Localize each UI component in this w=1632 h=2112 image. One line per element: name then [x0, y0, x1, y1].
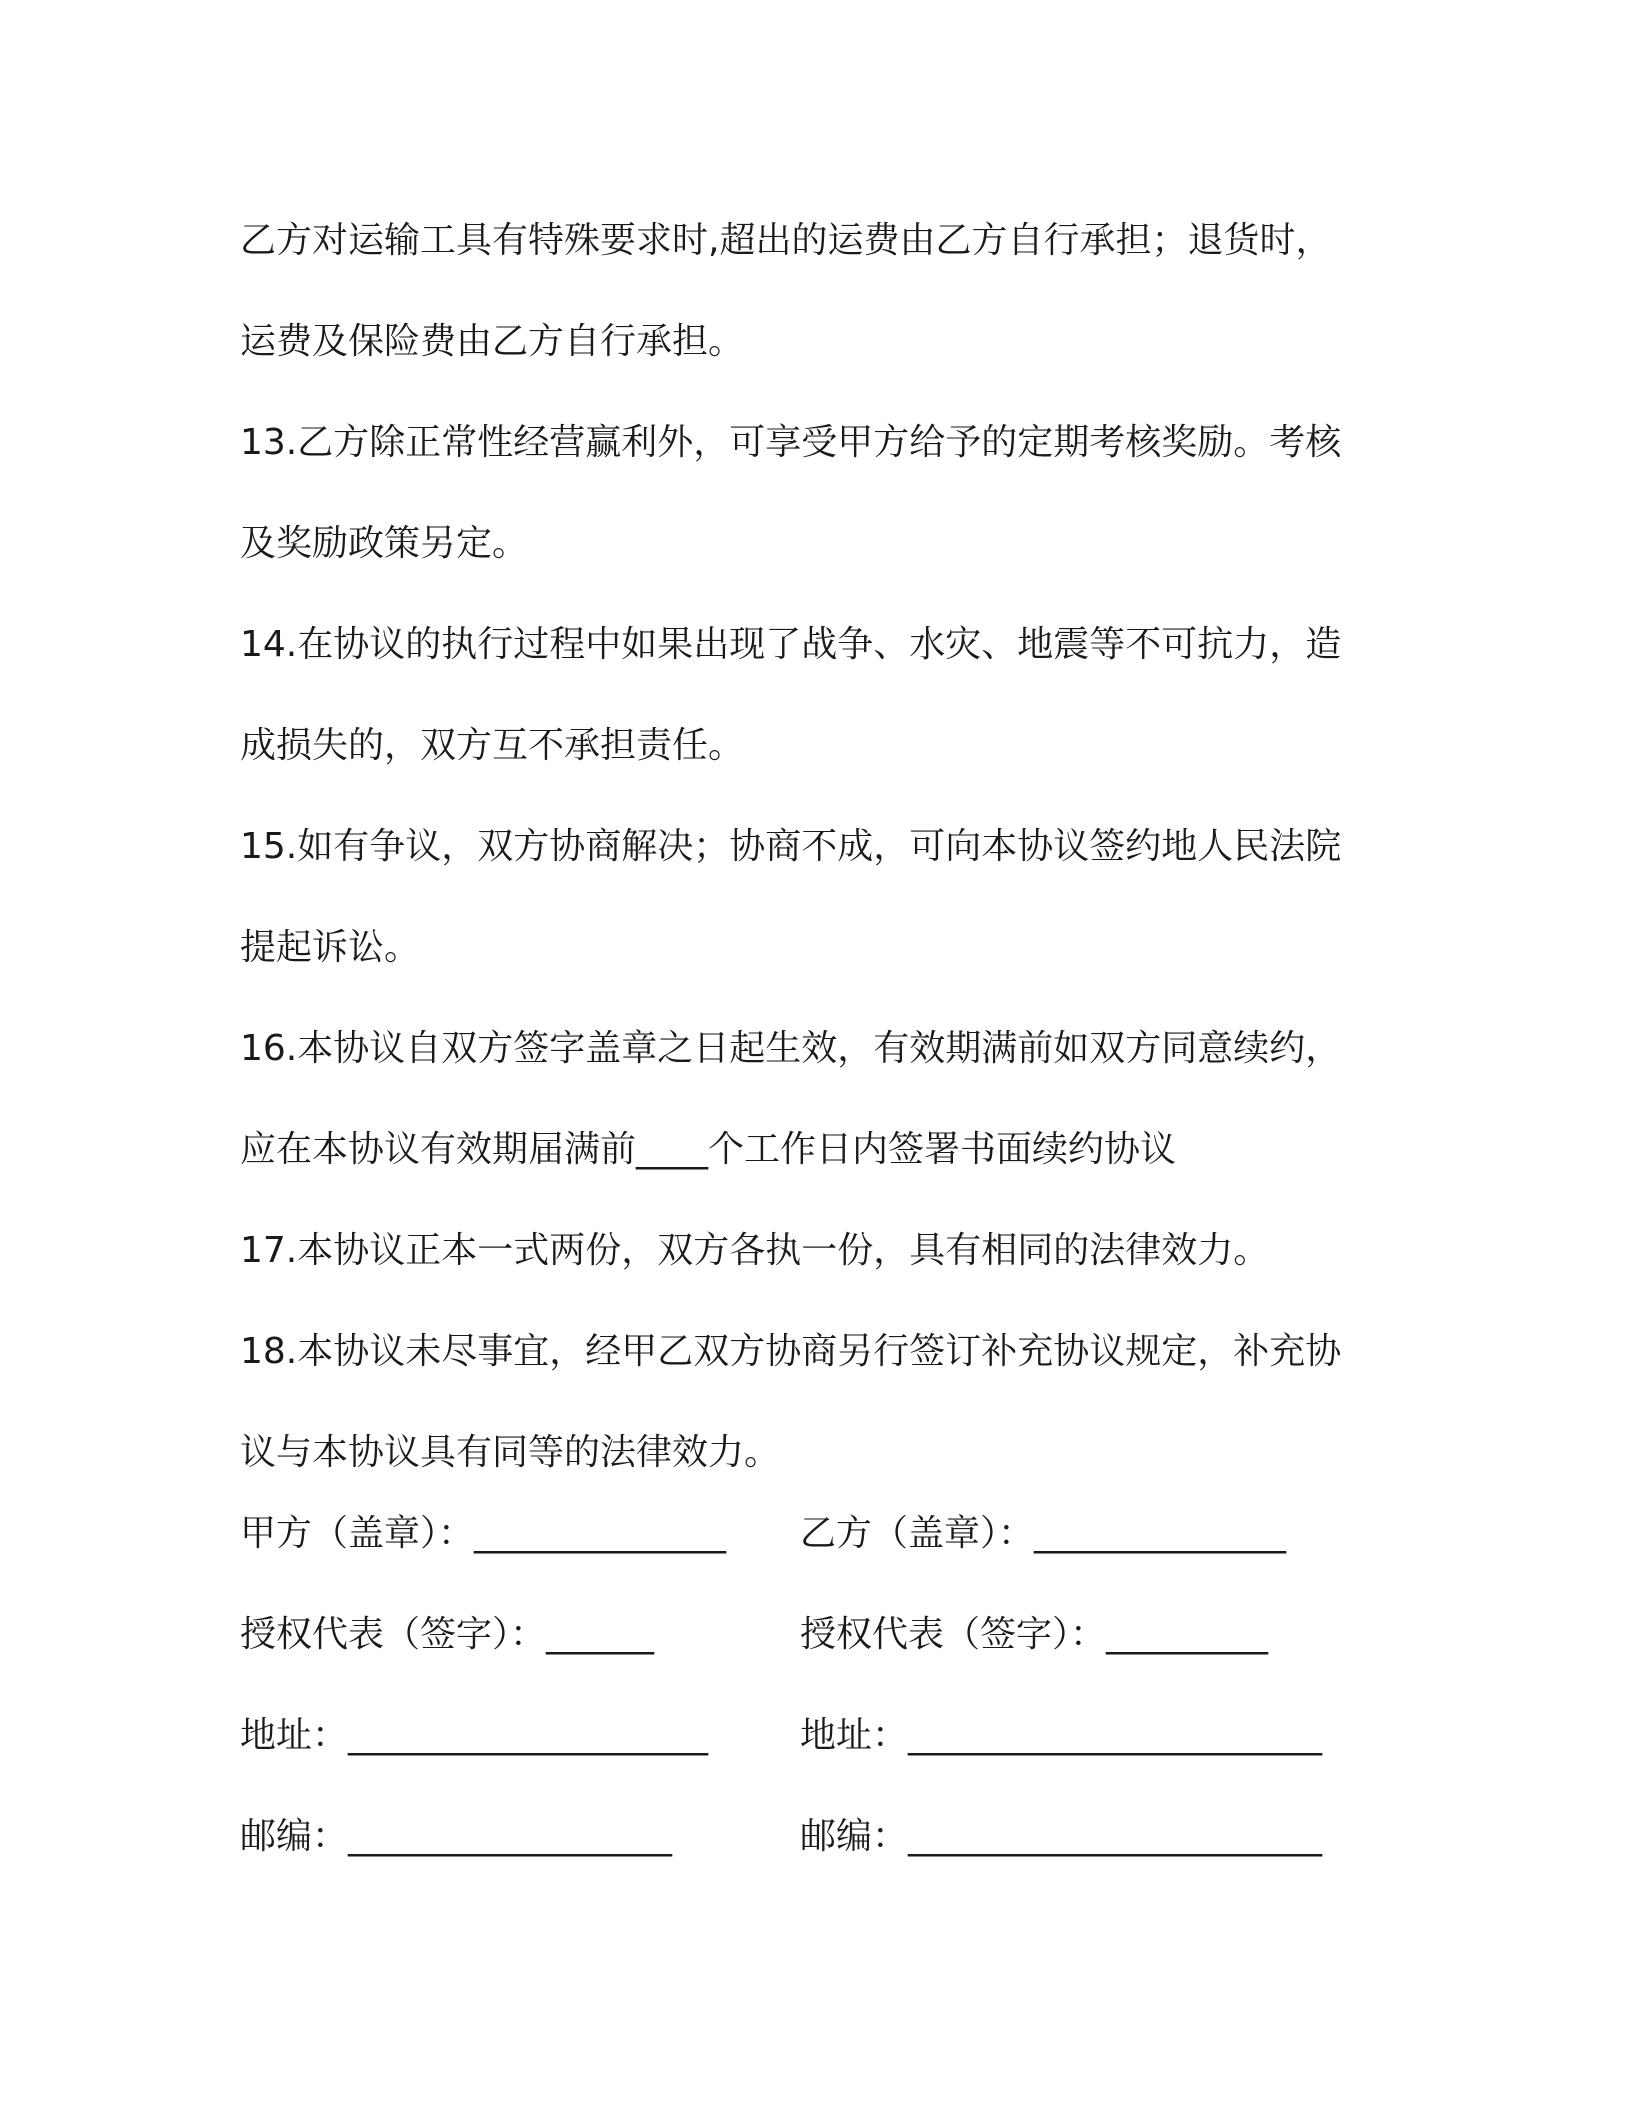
text-line: 应在本协议有效期届满前____个工作日内签署书面续约协议 [240, 1129, 1177, 1170]
party-b-seal-field: 乙方（盖章）：______________ [800, 1513, 1287, 1554]
clause-15: 15.如有争议，双方协商解决；协商不成，可向本协议签约地人民法院 [240, 826, 1342, 867]
party-a-seal-field: 甲方（盖章）：______________ [240, 1513, 727, 1554]
party-a-postcode-field: 邮编：__________________ [240, 1816, 673, 1857]
signature-row-representative [240, 1606, 1390, 1707]
clause-18: 18.本协议未尽事宜，经甲乙双方协商另行签订补充协议规定，补充协 [240, 1331, 1342, 1372]
clause-17: 17.本协议正本一式两份，双方各执一份，具有相同的法律效力。 [240, 1230, 1270, 1271]
signature-row-seal [240, 1505, 1390, 1606]
party-b-address-field: 地址：_______________________ [800, 1715, 1323, 1756]
clause-13: 13.乙方除正常性经营赢利外，可享受甲方给予的定期考核奖励。考核 [240, 422, 1342, 463]
signature-row-address [240, 1707, 1390, 1808]
clause-14: 14.在协议的执行过程中如果出现了战争、水灾、地震等不可抗力，造 [240, 624, 1342, 665]
text-line: 乙方对运输工具有特殊要求时,超出的运费由乙方自行承担；退货时， [240, 220, 1332, 261]
party-b-postcode-field: 邮编：_______________________ [800, 1816, 1323, 1857]
document-body [240, 190, 1390, 1503]
text-line: 运费及保险费由乙方自行承担。 [240, 321, 745, 362]
text-line: 成损失的，双方互不承担责任。 [240, 725, 745, 766]
text-line: 议与本协议具有同等的法律效力。 [240, 1432, 781, 1473]
signature-row-postcode [240, 1808, 1390, 1909]
party-b-representative-field: 授权代表（签字）：_________ [800, 1614, 1269, 1655]
party-a-representative-field: 授权代表（签字）：______ [240, 1614, 655, 1655]
signature-block [240, 1505, 1390, 1909]
party-a-address-field: 地址：____________________ [240, 1715, 709, 1756]
text-line: 及奖励政策另定。 [240, 523, 529, 564]
clause-16: 16.本协议自双方签字盖章之日起生效，有效期满前如双方同意续约， [240, 1028, 1342, 1069]
text-line: 提起诉讼。 [240, 927, 421, 968]
